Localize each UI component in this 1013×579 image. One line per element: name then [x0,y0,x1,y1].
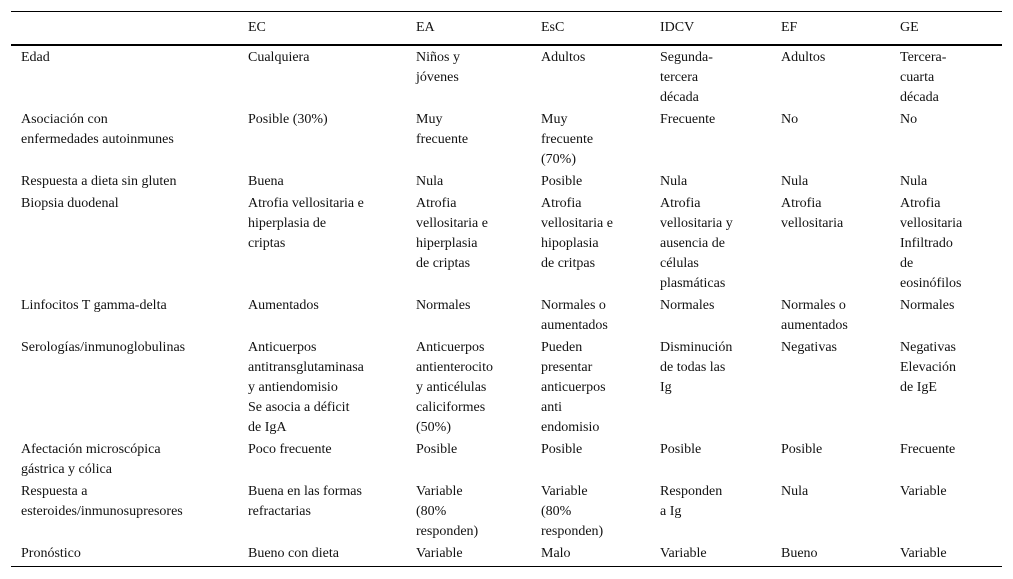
cell-ef: Nula [781,174,809,189]
cell-ge: No [900,112,918,127]
row-label: Asociación con enfermedades autoinmunes [21,112,174,147]
header-cell-esc: EsC [541,20,565,35]
cell-ge: Atrofia vellositaria Infiltrado de eosinófilos [900,196,963,291]
cell-ea: Variable (80% responden) [416,484,479,539]
cell-ef: Normales o aumentados [781,298,848,333]
cell-esc: Normales o aumentados [541,298,608,333]
cell-ge: Variable [900,484,947,499]
cell-ec: Poco frecuente [248,442,332,457]
cell-esc: Muy frecuente (70%) [541,112,594,167]
cell-ge: Variable [900,546,947,561]
cell-ge: Nula [900,174,928,189]
cell-idcv: Variable [660,546,707,561]
table-header [11,12,1002,46]
cell-ef: Adultos [781,50,826,65]
cell-ef: Atrofia vellositaria [781,196,844,231]
cell-ef: Negativas [781,340,837,355]
cell-ec: Buena en las formas refractarias [248,484,362,519]
cell-ea: Atrofia vellositaria e hiperplasia de criptas [416,196,488,271]
cell-ge: Frecuente [900,442,956,457]
cell-ea: Nula [416,174,444,189]
cell-ef: Bueno [781,546,818,561]
cell-ea: Niños y jóvenes [416,50,460,85]
cell-ge: Tercera- cuarta década [900,50,947,105]
cell-esc: Pueden presentar anticuerpos anti endomisio [541,340,606,435]
cell-idcv: Atrofia vellositaria y ausencia de células plasmáticas [660,196,733,291]
table-row-biopsia [11,193,1002,295]
cell-idcv: Segunda- tercera década [660,50,713,105]
cell-ea: Posible [416,442,458,457]
cell-ea: Muy frecuente [416,112,469,147]
table-row-autoinmunes [11,109,1002,171]
row-label: Afectación microscópica gástrica y cólica [21,442,161,477]
cell-ea: Anticuerpos antienterocito y anticélulas caliciformes (50%) [416,340,493,435]
cell-esc: Posible [541,174,583,189]
row-label: Pronóstico [21,546,81,561]
cell-ec: Anticuerpos antitransglutaminasa y antiendomisio Se asocia a déficit de IgA [248,340,364,435]
cell-idcv: Responden a Ig [660,484,723,519]
cell-ec: Bueno con dieta [248,546,339,561]
cell-ef: No [781,112,799,127]
cell-ge: Normales [900,298,955,313]
header-row [11,12,1002,46]
table-body [11,45,1002,567]
cell-ec: Posible (30%) [248,112,328,127]
cell-esc: Atrofia vellositaria e hipoplasia de critpas [541,196,613,271]
table-row-pronostico [11,543,1002,567]
header-cell-idcv: IDCV [660,20,695,35]
row-label: Respuesta a esteroides/inmunosupresores [21,484,183,519]
cell-ec: Aumentados [248,298,319,313]
table-row-esteroides [11,481,1002,543]
header-cell-ec: EC [248,20,266,35]
cell-esc: Posible [541,442,583,457]
cell-idcv: Nula [660,174,688,189]
cell-idcv: Normales [660,298,715,313]
row-label: Edad [21,50,50,65]
cell-ef: Posible [781,442,823,457]
cell-idcv: Posible [660,442,702,457]
row-label: Serologías/inmunoglobulinas [21,340,186,355]
table-row-dieta [11,171,1002,193]
cell-esc: Adultos [541,50,586,65]
cell-idcv: Frecuente [660,112,716,127]
cell-ec: Cualquiera [248,50,310,65]
header-cell-empty [11,12,238,46]
header-cell-ge: GE [900,20,919,35]
row-label: Linfocitos T gamma-delta [21,298,167,313]
comparison-table-container [11,11,1002,567]
cell-ea: Normales [416,298,471,313]
row-label: Biopsia duodenal [21,196,119,211]
header-cell-ea: EA [416,20,435,35]
comparison-table [11,11,1002,567]
cell-ef: Nula [781,484,809,499]
cell-idcv: Disminución de todas las Ig [660,340,733,395]
table-row-afectacion [11,439,1002,481]
table-row-linfocitos [11,295,1002,337]
cell-ec: Atrofia vellositaria e hiperplasia de criptas [248,196,364,251]
cell-esc: Malo [541,546,571,561]
cell-ge: Negativas Elevación de IgE [900,340,956,395]
cell-ea: Variable [416,546,463,561]
table-row-edad [11,45,1002,109]
cell-esc: Variable (80% responden) [541,484,604,539]
row-label: Respuesta a dieta sin gluten [21,174,177,189]
header-cell-ef: EF [781,20,798,35]
table-row-serologias [11,337,1002,439]
cell-ec: Buena [248,174,284,189]
